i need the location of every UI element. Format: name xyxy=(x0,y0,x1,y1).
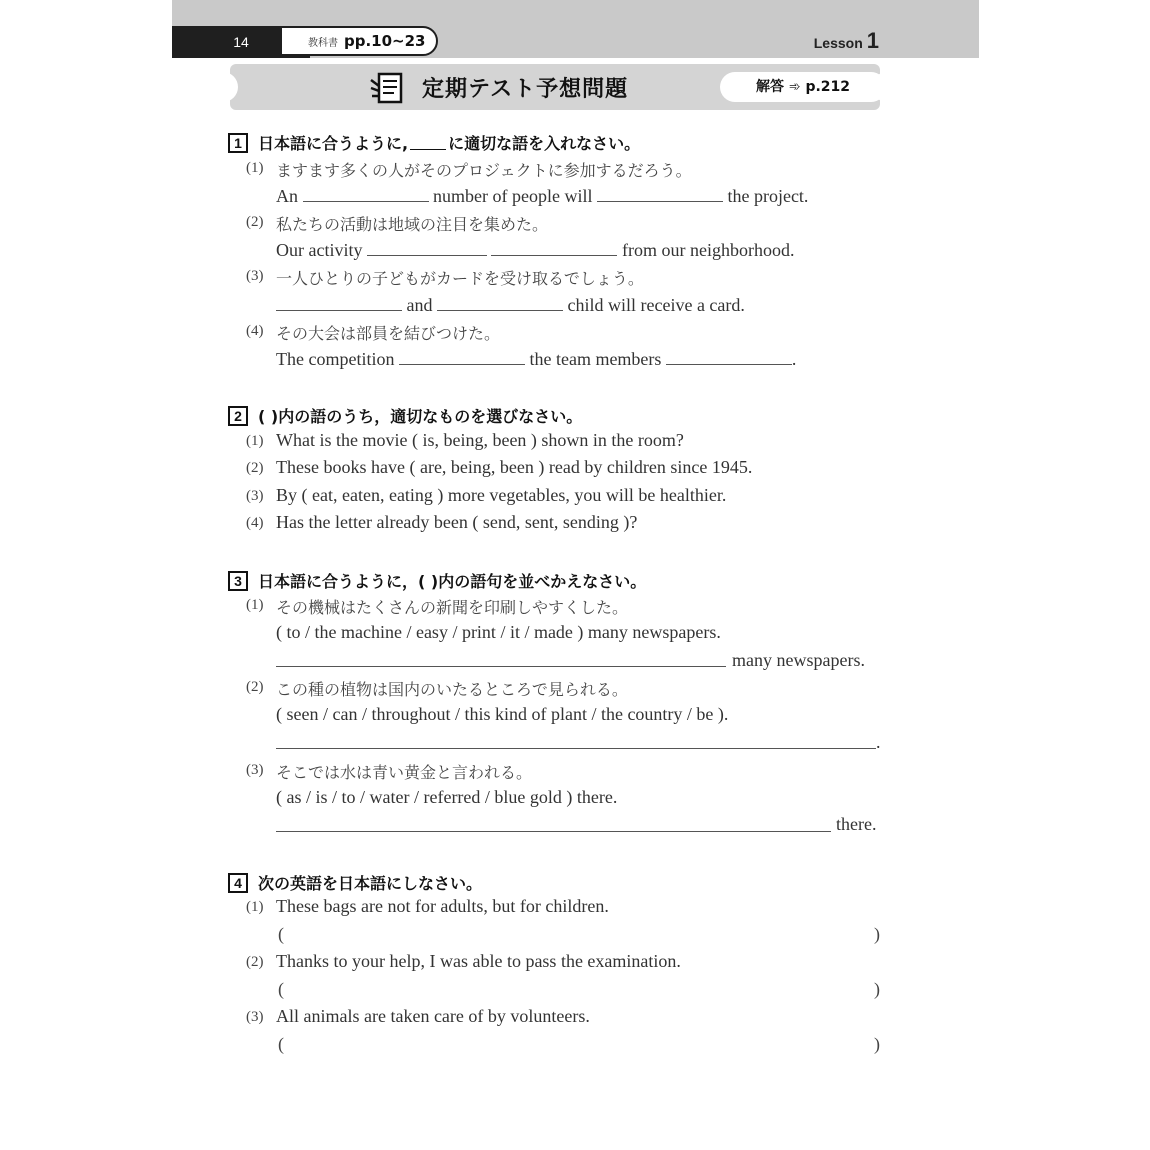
japanese-sentence: この種の植物は国内のいたるところで見られる。 xyxy=(276,680,628,699)
textbook-label: 教科書 xyxy=(308,38,338,49)
sentence-part: An xyxy=(276,186,298,206)
answer-line[interactable] xyxy=(276,831,831,832)
sentence-part: the project. xyxy=(727,186,809,206)
answer-open-paren: ( xyxy=(278,979,284,999)
sentence-part: from our neighborhood. xyxy=(621,240,795,260)
sentence-part: child will receive a card. xyxy=(567,295,745,315)
question-number: 1 xyxy=(228,133,248,153)
worksheet-page xyxy=(172,0,979,1150)
english-sentence: All animals are taken care of by volunteers. xyxy=(276,1006,590,1026)
question-number: 3 xyxy=(228,571,248,591)
scrambled-words: ( as / is / to / water / referred / blue gold ) there. xyxy=(276,787,618,807)
question-1-heading xyxy=(228,131,640,154)
lesson-label xyxy=(814,28,879,54)
answer-open-paren: ( xyxy=(278,924,284,944)
textbook-pages: pp.10~23 xyxy=(344,32,426,50)
memo-pencil-icon xyxy=(368,68,408,108)
english-sentence: These books have ( are, being, been ) read by children since 1945. xyxy=(276,457,753,477)
answer-blank[interactable] xyxy=(491,239,617,256)
japanese-sentence: ますます多くの人がそのプロジェクトに参加するだろう。 xyxy=(276,161,692,180)
question-4-heading xyxy=(228,871,482,894)
question-1-instruction-a: 日本語に合うように, xyxy=(258,134,409,153)
lesson-word: Lesson xyxy=(813,35,863,51)
lesson-number: 1 xyxy=(866,28,879,53)
page-title: 定期テスト予想問題 xyxy=(422,77,629,102)
answer-close-paren: ) xyxy=(874,1034,880,1054)
sentence-part: and xyxy=(406,295,433,315)
answer-open-paren: ( xyxy=(278,1034,284,1054)
answer-blank[interactable] xyxy=(303,185,429,202)
sentence-part: number of people will xyxy=(433,186,593,206)
blank-sample xyxy=(410,135,446,150)
japanese-sentence: 一人ひとりの子どもがカードを受け取るでしょう。 xyxy=(276,269,644,288)
scrambled-words: ( to / the machine / easy / print / it / made ) many newspapers. xyxy=(276,622,721,642)
question-3-heading xyxy=(228,569,646,592)
sentence-tail: many newspapers. xyxy=(732,650,865,670)
sentence-tail: . xyxy=(876,732,881,752)
item-number: (1) xyxy=(246,433,264,449)
item-number: (1) xyxy=(246,160,264,176)
answer-blank[interactable] xyxy=(437,294,563,311)
japanese-sentence: その機械はたくさんの新聞を印刷しやすくした。 xyxy=(276,598,629,617)
sentence-part: The competition xyxy=(276,349,395,369)
answer-blank[interactable] xyxy=(399,348,525,365)
question-1-instruction-b: に適切な語を入れなさい。 xyxy=(448,134,641,153)
question-number: 2 xyxy=(228,406,248,426)
answer-blank[interactable] xyxy=(666,348,792,365)
english-sentence xyxy=(276,185,808,207)
answer-line[interactable] xyxy=(276,666,726,667)
answer-line[interactable] xyxy=(276,748,876,749)
item-number: (2) xyxy=(246,679,264,695)
english-sentence: What is the movie ( is, being, been ) shown in the room? xyxy=(276,430,684,450)
item-number: (3) xyxy=(246,762,264,778)
item-number: (2) xyxy=(246,460,264,476)
item-number: (1) xyxy=(246,597,264,613)
sentence-tail: there. xyxy=(836,814,877,834)
page-number: 14 xyxy=(172,26,310,58)
english-sentence: By ( eat, eaten, eating ) more vegetables, you will be healthier. xyxy=(276,485,727,505)
japanese-sentence: そこでは水は青い黄金と言われる。 xyxy=(276,763,533,782)
question-4-instruction: 次の英語を日本語にしなさい。 xyxy=(258,874,483,893)
english-sentence xyxy=(276,239,794,261)
sentence-part: Our activity xyxy=(276,240,363,260)
question-2-instruction: ( )内の語のうち，適切なものを選びなさい。 xyxy=(258,407,583,426)
item-number: (3) xyxy=(246,268,264,284)
english-sentence xyxy=(276,348,796,370)
english-sentence: These bags are not for adults, but for children. xyxy=(276,896,609,916)
item-number: (4) xyxy=(246,515,264,531)
sentence-part: . xyxy=(791,349,797,369)
english-sentence: Has the letter already been ( send, sent, sending )? xyxy=(276,512,638,532)
scrambled-words: ( seen / can / throughout / this kind of plant / the country / be ). xyxy=(276,704,729,724)
item-number: (3) xyxy=(246,1009,264,1025)
textbook-reference xyxy=(280,26,438,56)
english-sentence xyxy=(276,294,745,316)
answer-close-paren: ) xyxy=(874,924,880,944)
question-number: 4 xyxy=(228,873,248,893)
answer-close-paren: ) xyxy=(874,979,880,999)
question-3-instruction: 日本語に合うように，( )内の語句を並べかえなさい。 xyxy=(258,572,647,591)
item-number: (1) xyxy=(246,899,264,915)
answer-reference: 解答 ➾ p.212 xyxy=(720,72,886,102)
question-2-heading xyxy=(228,404,582,427)
sentence-part: the team members xyxy=(529,349,662,369)
answer-blank[interactable] xyxy=(276,294,402,311)
english-sentence: Thanks to your help, I was able to pass the examination. xyxy=(276,951,681,971)
answer-blank[interactable] xyxy=(367,239,487,256)
item-number: (3) xyxy=(246,488,264,504)
item-number: (4) xyxy=(246,323,264,339)
japanese-sentence: その大会は部員を結びつけた。 xyxy=(276,324,501,343)
item-number: (2) xyxy=(246,214,264,230)
item-number: (2) xyxy=(246,954,264,970)
japanese-sentence: 私たちの活動は地域の注目を集めた。 xyxy=(276,215,549,234)
answer-blank[interactable] xyxy=(597,185,723,202)
